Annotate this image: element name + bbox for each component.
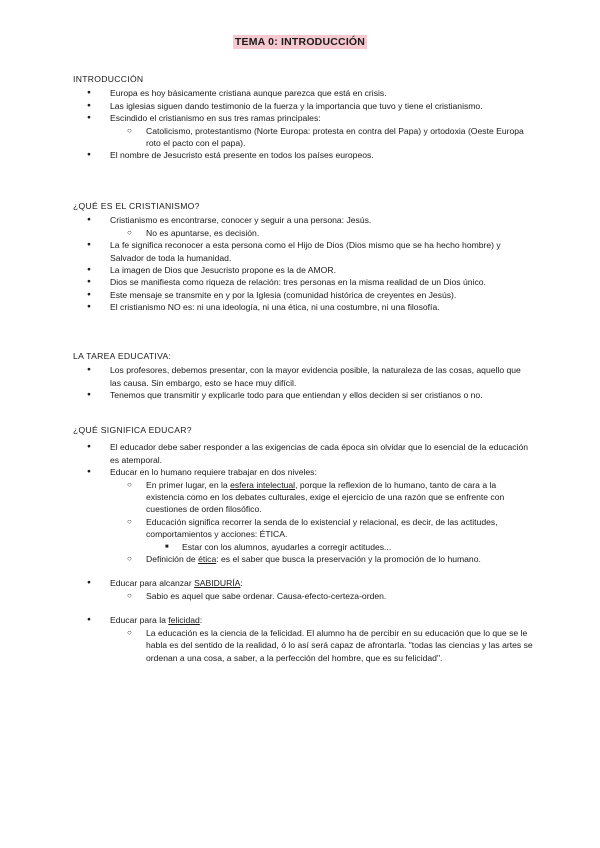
list-item — [73, 214, 533, 239]
sub-list-item: ○ No es apuntarse, es decisión. — [128, 227, 533, 239]
sub-list — [128, 227, 533, 239]
list-item-text: Cristianismo es encontrarse, conocer y seguir a una persona: Jesús. — [110, 215, 372, 226]
page-title — [0, 36, 600, 48]
section-heading: ¿QUÉ SIGNIFICA EDUCAR? — [73, 425, 192, 435]
sub-list — [128, 627, 533, 664]
list-item-text: Escindido el cristianismo en sus tres ramas principales: — [110, 113, 321, 124]
sub-list-item — [128, 553, 533, 565]
list-item-text: Educar en lo humano requiere trabajar en dos niveles: — [110, 467, 317, 478]
section-heading: LA TAREA EDUCATIVA: — [73, 351, 172, 361]
section-que-es-cristianismo — [73, 200, 533, 314]
underlined-term: felicidad — [168, 615, 200, 626]
underlined-term: esfera intelectual — [230, 479, 296, 490]
page-title-text: TEMA 0: INTRODUCCIÓN — [234, 36, 366, 48]
list-item — [73, 577, 533, 602]
list-item: ● Las iglesias siguen dando testimonio de la fuerza y la importancia que tuvo y tiene el cristianismo. — [73, 100, 533, 112]
spacer — [73, 602, 533, 614]
bullet-list — [73, 577, 533, 602]
bullet-list — [73, 441, 533, 565]
list-item: ● El educador debe saber responder a las exigencias de cada época sin olvidar que lo esencial de la educación es atemporal. — [73, 441, 533, 466]
sub-list-item: ○ La educación es la ciencia de la felicidad. El alumno ha de percibir en su educación que lo que se le habla es del sentido de la realidad, ó lo así será capaz de afrontarla. "todas las ciencias y las artes se ordenan a una cosa, a saber, a la perfección del hombre, que es su felicidad". — [128, 627, 533, 664]
list-item: ● Los profesores, debemos presentar, con la mayor evidencia posible, la naturaleza de las cosas, aquello que las causa. Sin embargo, esto se hace muy difícil. — [73, 364, 533, 389]
list-item: ● Este mensaje se transmite en y por la Iglesia (comunidad histórica de creyentes en Jesús). — [73, 289, 533, 301]
list-item: ● El cristianismo NO es: ni una ideología, ni una ética, ni una costumbre, ni una filosofía. — [73, 301, 533, 313]
section-heading: INTRODUCCIÓN — [73, 74, 144, 84]
list-item: ● Europa es hoy básicamente cristiana aunque parezca que está en crisis. — [73, 87, 533, 99]
list-item — [73, 466, 533, 565]
text-run: En primer lugar, en la — [146, 479, 231, 490]
sub-list-item — [128, 516, 533, 553]
list-item: ● Tenemos que transmitir y explicarle todo para que entiendan y ellos deciden si ser cristianos o no. — [73, 389, 533, 401]
list-item: ● El nombre de Jesucristo está presente en todos los países europeos. — [73, 149, 533, 161]
text-run: Educar para la — [110, 615, 169, 626]
section-tarea-educativa — [73, 350, 533, 402]
sub-list-item: ○ Catolicismo, protestantismo (Norte Europa: protesta en contra del Papa) y ortodoxia (Oeste Europa roto el pacto con el papa). — [128, 125, 533, 150]
sub-list — [128, 590, 533, 602]
section-que-significa-educar — [73, 424, 533, 664]
bullet-list — [73, 614, 533, 664]
sub-sub-list-item: ■ Estar con los alumnos, ayudarles a corregir actitudes... — [164, 541, 533, 553]
sub-sub-list — [164, 541, 533, 553]
sub-list-item: ○ Sabio es aquel que sabe ordenar. Causa-efecto-certeza-orden. — [128, 590, 533, 602]
sub-list — [128, 479, 533, 566]
section-introduccion — [73, 73, 533, 162]
spacer — [73, 565, 533, 577]
underlined-term: SABIDURÍA — [194, 578, 241, 589]
list-item — [73, 112, 533, 149]
section-heading: ¿QUÉ ES EL CRISTIANISMO? — [73, 201, 200, 211]
list-item — [73, 614, 533, 664]
bullet-list — [73, 214, 533, 313]
sub-list-item-text: Educación significa recorrer la senda de lo existencial y relacional, es decir, de las actitudes, comportamientos y acciones: ÉTICA. — [146, 516, 498, 540]
sub-list-item — [128, 479, 533, 516]
list-item: ● La imagen de Dios que Jesucristo propone es la de AMOR. — [73, 264, 533, 276]
text-run: : — [199, 615, 203, 626]
text-run: : — [240, 578, 243, 589]
bullet-list — [73, 364, 533, 401]
sub-list — [128, 125, 533, 150]
list-item: ● La fe significa reconocer a esta persona como el Hijo de Dios (Dios mismo que se ha hecho hombre) y Salvador de toda la humanidad. — [73, 239, 533, 264]
text-run: : es el saber que busca la preservación y la promoción de lo humano. — [216, 554, 481, 565]
text-run: Educar para alcanzar — [110, 578, 195, 589]
list-item: ● Dios se manifiesta como riqueza de relación: tres personas en la misma realidad de un Dios único. — [73, 276, 533, 288]
text-run: Definición de — [146, 554, 199, 565]
text-run: , porque la reflexion de lo humano, tanto de cara a la existencia como en los debates culturales, exige el ejercicio de una razón que se enfrente con cuestiones de orden filosófico. — [146, 479, 505, 515]
bullet-list — [73, 87, 533, 161]
underlined-term: ética — [198, 554, 217, 565]
